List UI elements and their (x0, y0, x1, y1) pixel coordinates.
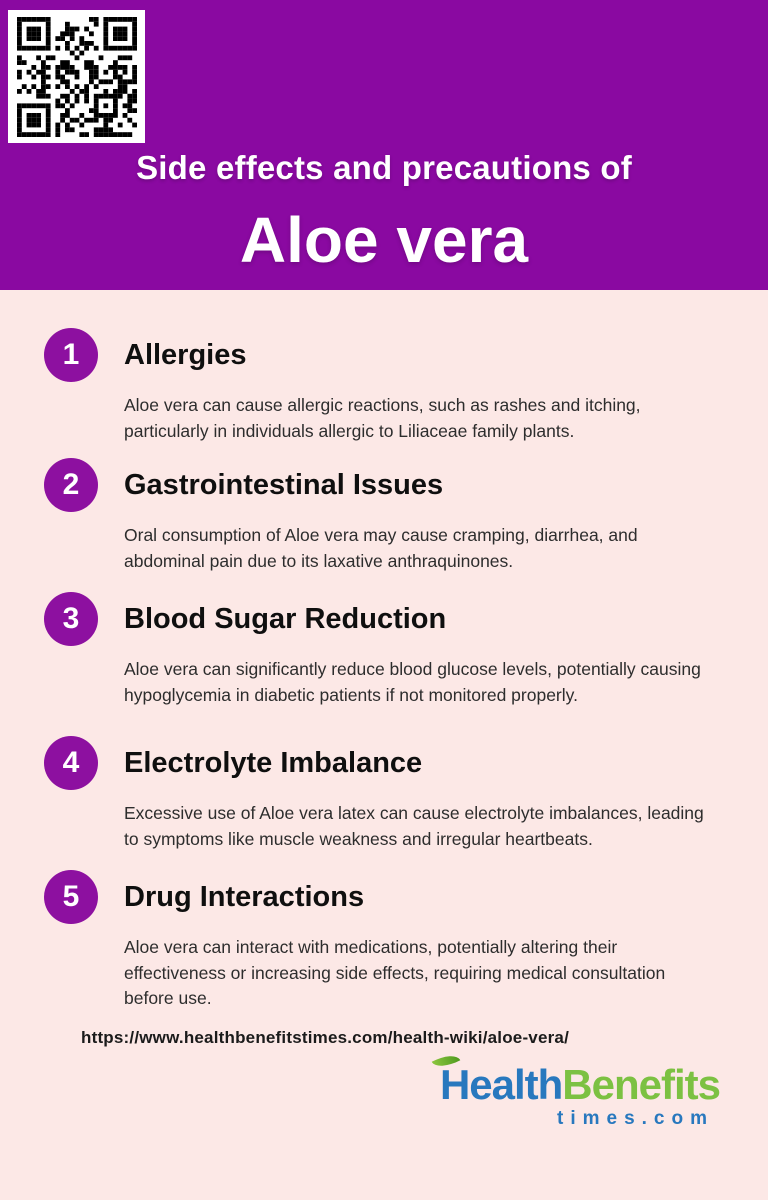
item-content (124, 328, 712, 444)
qr-code-icon (17, 17, 137, 137)
list-item-allergies (44, 328, 712, 444)
list-item-electrolyte (44, 736, 712, 852)
brand-logo-tagline: times.com (557, 1107, 714, 1129)
header-banner (0, 0, 768, 290)
item-content (124, 736, 712, 852)
item-description: Aloe vera can significantly reduce blood glucose levels, potentially causing hypoglycemia in diabetic patients if not monitored properly. (124, 659, 701, 705)
number-badge: 2 (44, 458, 98, 512)
number-badge: 1 (44, 328, 98, 382)
item-title: Drug Interactions (124, 881, 365, 913)
list-item-blood-sugar (44, 592, 712, 708)
item-description: Aloe vera can cause allergic reactions, such as rashes and itching, particularly in individuals allergic to Liliaceae family plants. (124, 395, 641, 441)
item-description: Aloe vera can interact with medications, potentially altering their effectiveness or increasing side effects, requiring medical consultation before use. (124, 937, 666, 1008)
footer (0, 1028, 768, 1128)
number-badge: 3 (44, 592, 98, 646)
item-content (124, 592, 712, 708)
number-badge: 4 (44, 736, 98, 790)
item-description: Excessive use of Aloe vera latex can cause electrolyte imbalances, leading to symptoms like muscle weakness and irregular heartbeats. (124, 803, 704, 849)
item-title: Electrolyte Imbalance (124, 747, 423, 779)
brand-logo-wordmark (439, 1060, 720, 1108)
item-title: Allergies (124, 339, 247, 371)
items-list (0, 290, 768, 1012)
brand-logo (0, 1060, 768, 1129)
number-badge: 5 (44, 870, 98, 924)
item-title: Gastrointestinal Issues (124, 469, 444, 501)
brand-logo-health: Health (439, 1060, 563, 1108)
list-item-drug-interactions (44, 870, 712, 1012)
list-item-gastrointestinal (44, 458, 712, 574)
page-title: Aloe vera (239, 204, 529, 276)
item-description: Oral consumption of Aloe vera may cause cramping, diarrhea, and abdominal pain due to its laxative anthraquinones. (124, 525, 638, 571)
item-content (124, 870, 712, 1012)
item-title: Blood Sugar Reduction (124, 603, 447, 635)
source-url: https://www.healthbenefitstimes.com/health-wiki/aloe-vera/ (81, 1027, 570, 1047)
qr-code (8, 10, 145, 143)
header-subtitle: Side effects and precautions of (136, 149, 632, 186)
brand-logo-benefits: Benefits (562, 1060, 720, 1108)
item-content (124, 458, 712, 574)
